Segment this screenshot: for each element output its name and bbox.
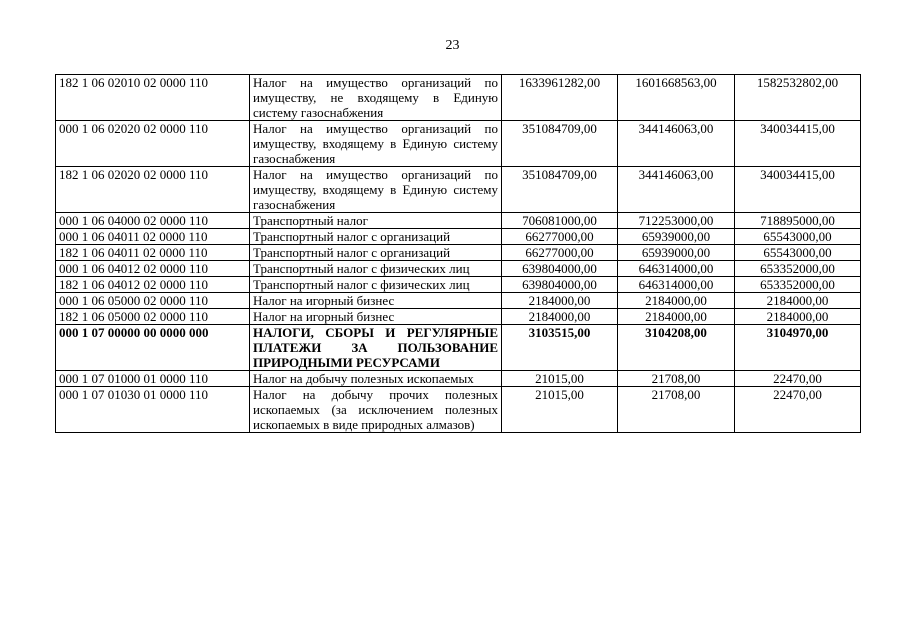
amount-year-2-cell: 2184000,00: [618, 309, 735, 325]
table-row: [56, 213, 861, 229]
amount-year-1-cell: 66277000,00: [502, 229, 618, 245]
classification-code-cell: 182 1 06 02020 02 0000 110: [56, 167, 250, 213]
classification-code-cell: 000 1 06 04011 02 0000 110: [56, 229, 250, 245]
amount-year-2-cell: 344146063,00: [618, 167, 735, 213]
amount-year-2-cell: 65939000,00: [618, 245, 735, 261]
amount-year-1-cell: 639804000,00: [502, 277, 618, 293]
table-row: [56, 309, 861, 325]
amount-year-3-cell: 718895000,00: [735, 213, 861, 229]
table-row: [56, 387, 861, 433]
classification-code-cell: 182 1 06 04011 02 0000 110: [56, 245, 250, 261]
amount-year-1-cell: 21015,00: [502, 387, 618, 433]
revenue-table: [55, 74, 861, 433]
amount-year-1-cell: 639804000,00: [502, 261, 618, 277]
revenue-name-cell: Налог на игорный бизнес: [250, 309, 502, 325]
amount-year-3-cell: 3104970,00: [735, 325, 861, 371]
classification-code-cell: 182 1 06 02010 02 0000 110: [56, 75, 250, 121]
classification-code-cell: 182 1 06 05000 02 0000 110: [56, 309, 250, 325]
amount-year-2-cell: 2184000,00: [618, 293, 735, 309]
table-row: [56, 121, 861, 167]
revenue-name-cell: Налог на добычу полезных ископаемых: [250, 371, 502, 387]
amount-year-3-cell: 65543000,00: [735, 245, 861, 261]
amount-year-2-cell: 646314000,00: [618, 277, 735, 293]
amount-year-1-cell: 351084709,00: [502, 167, 618, 213]
amount-year-3-cell: 340034415,00: [735, 121, 861, 167]
amount-year-3-cell: 2184000,00: [735, 293, 861, 309]
amount-year-1-cell: 1633961282,00: [502, 75, 618, 121]
amount-year-1-cell: 706081000,00: [502, 213, 618, 229]
revenue-name-cell: Налог на имущество организаций по имуществу, входящему в Единую систему газоснабжения: [250, 167, 502, 213]
amount-year-1-cell: 351084709,00: [502, 121, 618, 167]
amount-year-2-cell: 712253000,00: [618, 213, 735, 229]
classification-code-cell: 000 1 06 04000 02 0000 110: [56, 213, 250, 229]
amount-year-2-cell: 65939000,00: [618, 229, 735, 245]
amount-year-3-cell: 22470,00: [735, 387, 861, 433]
classification-code-cell: 000 1 06 02020 02 0000 110: [56, 121, 250, 167]
amount-year-3-cell: 22470,00: [735, 371, 861, 387]
revenue-name-cell: Налог на игорный бизнес: [250, 293, 502, 309]
revenue-name-cell: Налог на имущество организаций по имуществу, не входящему в Единую систему газоснабжения: [250, 75, 502, 121]
amount-year-2-cell: 21708,00: [618, 387, 735, 433]
table-row: [56, 229, 861, 245]
table-row: [56, 293, 861, 309]
table-row-section-total: [56, 325, 861, 371]
amount-year-2-cell: 344146063,00: [618, 121, 735, 167]
table-row: [56, 75, 861, 121]
classification-code-cell: 000 1 06 04012 02 0000 110: [56, 261, 250, 277]
classification-code-cell: 000 1 07 00000 00 0000 000: [56, 325, 250, 371]
amount-year-1-cell: 66277000,00: [502, 245, 618, 261]
revenue-name-cell: Транспортный налог с физических лиц: [250, 277, 502, 293]
amount-year-1-cell: 2184000,00: [502, 293, 618, 309]
amount-year-3-cell: 340034415,00: [735, 167, 861, 213]
revenue-name-cell: Налог на имущество организаций по имуществу, входящему в Единую систему газоснабжения: [250, 121, 502, 167]
classification-code-cell: 182 1 06 04012 02 0000 110: [56, 277, 250, 293]
revenue-name-cell: Налог на добычу прочих полезных ископаемых (за исключением полезных ископаемых в виде природных алмазов): [250, 387, 502, 433]
amount-year-3-cell: 2184000,00: [735, 309, 861, 325]
amount-year-1-cell: 2184000,00: [502, 309, 618, 325]
amount-year-3-cell: 653352000,00: [735, 277, 861, 293]
amount-year-1-cell: 3103515,00: [502, 325, 618, 371]
classification-code-cell: 000 1 06 05000 02 0000 110: [56, 293, 250, 309]
amount-year-3-cell: 653352000,00: [735, 261, 861, 277]
revenue-name-cell: Транспортный налог с организаций: [250, 229, 502, 245]
classification-code-cell: 000 1 07 01000 01 0000 110: [56, 371, 250, 387]
table-row: [56, 245, 861, 261]
revenue-name-cell: Транспортный налог: [250, 213, 502, 229]
revenue-name-cell: НАЛОГИ, СБОРЫ И РЕГУЛЯРНЫЕ ПЛАТЕЖИ ЗА ПОЛЬЗОВАНИЕ ПРИРОДНЫМИ РЕСУРСАМИ: [250, 325, 502, 371]
amount-year-3-cell: 1582532802,00: [735, 75, 861, 121]
revenue-name-cell: Транспортный налог с организаций: [250, 245, 502, 261]
revenue-name-cell: Транспортный налог с физических лиц: [250, 261, 502, 277]
table-row: [56, 261, 861, 277]
table-row: [56, 167, 861, 213]
amount-year-2-cell: 3104208,00: [618, 325, 735, 371]
amount-year-1-cell: 21015,00: [502, 371, 618, 387]
amount-year-2-cell: 646314000,00: [618, 261, 735, 277]
amount-year-3-cell: 65543000,00: [735, 229, 861, 245]
amount-year-2-cell: 1601668563,00: [618, 75, 735, 121]
table-row: [56, 277, 861, 293]
amount-year-2-cell: 21708,00: [618, 371, 735, 387]
page-number: 23: [445, 38, 460, 53]
table-row: [56, 371, 861, 387]
classification-code-cell: 000 1 07 01030 01 0000 110: [56, 387, 250, 433]
